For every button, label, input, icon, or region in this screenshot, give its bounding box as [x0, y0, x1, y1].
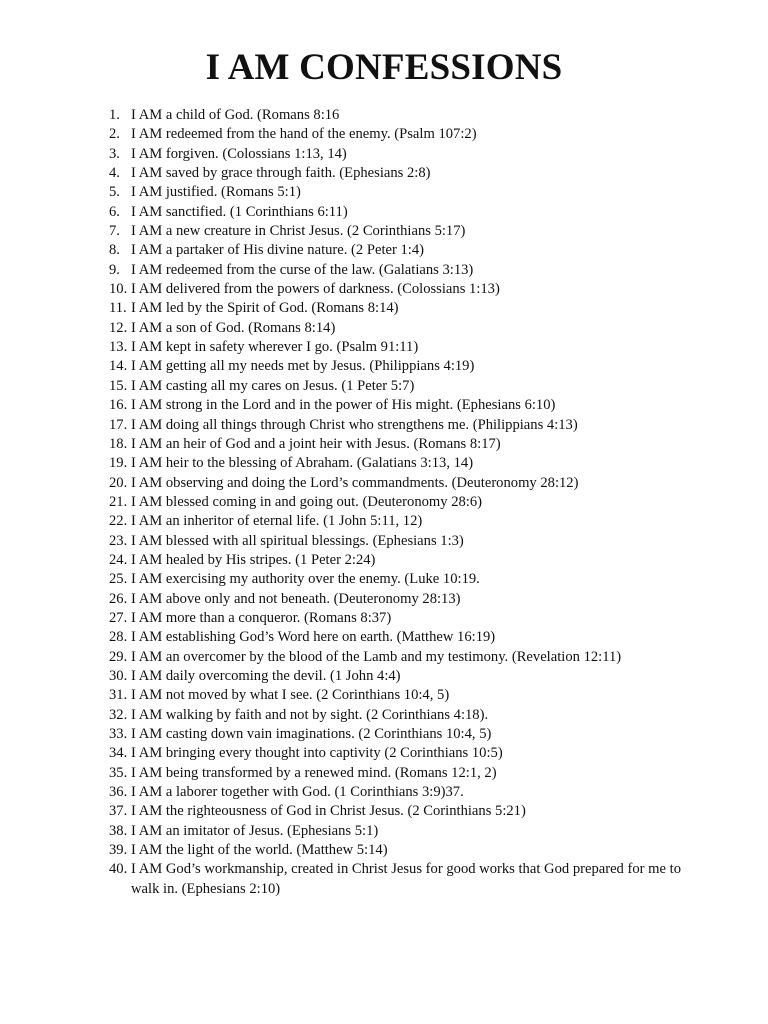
list-item — [109, 416, 689, 435]
item-number: 38. — [109, 822, 128, 839]
item-number: 37. — [109, 803, 128, 820]
list-item — [109, 570, 689, 589]
item-text: I AM redeemed from the hand of the enemy. (Psalm 107:2) — [131, 126, 477, 143]
item-text: I AM justified. (Romans 5:1) — [131, 184, 301, 201]
item-text: I AM a partaker of His divine nature. (2 Peter 1:4) — [131, 242, 425, 259]
item-number: 2. — [109, 126, 120, 143]
list-item — [109, 261, 689, 280]
list-item — [109, 822, 689, 841]
item-number: 8. — [109, 242, 120, 259]
item-number: 25. — [109, 571, 128, 588]
item-number: 1. — [109, 107, 120, 123]
item-text: I AM sanctified. (1 Corinthians 6:11) — [131, 203, 348, 220]
list-item — [109, 299, 689, 318]
item-text: I AM an overcomer by the blood of the Lamb and my testimony. (Revelation 12:11) — [131, 648, 622, 665]
item-text: I AM not moved by what I see. (2 Corinthians 10:4, 5) — [131, 687, 450, 704]
item-text: I AM doing all things through Christ who strengthens me. (Philippians 4:13) — [131, 416, 578, 433]
item-number: 40. — [109, 861, 128, 878]
item-text: I AM more than a conqueror. (Romans 8:37) — [131, 609, 392, 626]
item-number: 16. — [109, 397, 128, 414]
item-number: 21. — [109, 493, 128, 510]
list-item — [109, 203, 689, 222]
list-item — [109, 764, 689, 783]
item-text: I AM the righteousness of God in Christ Jesus. (2 Corinthians 5:21) — [131, 803, 526, 820]
list-item — [109, 512, 689, 531]
list-item — [109, 532, 689, 551]
item-number: 15. — [109, 377, 128, 394]
item-number: 26. — [109, 590, 128, 607]
list-item — [109, 454, 689, 473]
item-text: I AM being transformed by a renewed mind. (Romans 12:1, 2) — [131, 764, 497, 781]
item-text: I AM delivered from the powers of darkness. (Colossians 1:13) — [131, 281, 500, 298]
list-item — [109, 164, 689, 183]
list-item — [109, 183, 689, 202]
list-item — [109, 783, 689, 802]
item-number: 35. — [109, 764, 128, 781]
list-item — [109, 338, 689, 357]
item-number: 24. — [109, 551, 128, 568]
item-text: I AM led by the Spirit of God. (Romans 8:14) — [131, 300, 399, 317]
item-text: I AM walking by faith and not by sight. (2 Corinthians 4:18). — [131, 706, 489, 723]
item-text: I AM redeemed from the curse of the law. (Galatians 3:13) — [131, 261, 474, 278]
item-number: 14. — [109, 358, 128, 375]
list-item — [109, 744, 689, 763]
item-number: 9. — [109, 261, 120, 278]
list-item — [109, 686, 689, 705]
item-number: 32. — [109, 706, 128, 723]
item-text: I AM an imitator of Jesus. (Ephesians 5:1) — [131, 822, 379, 839]
list-item — [109, 474, 689, 493]
list-item — [109, 551, 689, 570]
item-number: 23. — [109, 532, 128, 549]
item-number: 5. — [109, 184, 120, 201]
item-text: I AM bringing every thought into captivity (2 Corinthians 10:5) — [131, 745, 503, 762]
list-item — [109, 280, 689, 299]
item-text: I AM the light of the world. (Matthew 5:14) — [131, 842, 388, 859]
item-number: 22. — [109, 513, 128, 530]
item-text: I AM casting all my cares on Jesus. (1 Peter 5:7) — [131, 377, 415, 394]
list-item — [109, 860, 689, 899]
item-text: I AM forgiven. (Colossians 1:13, 14) — [131, 145, 347, 162]
item-text: I AM kept in safety wherever I go. (Psalm 91:11) — [131, 339, 419, 356]
list-item — [109, 377, 689, 396]
item-text: I AM daily overcoming the devil. (1 John 4:4) — [131, 667, 401, 684]
item-text: I AM observing and doing the Lord’s commandments. (Deuteronomy 28:12) — [131, 474, 579, 491]
item-number: 31. — [109, 687, 128, 704]
list-item — [109, 841, 689, 860]
item-text: I AM blessed coming in and going out. (Deuteronomy 28:6) — [131, 493, 483, 510]
list-item — [109, 435, 689, 454]
item-text: I AM exercising my authority over the enemy. (Luke 10:19. — [131, 571, 480, 588]
list-item — [109, 357, 689, 376]
item-text: I AM a son of God. (Romans 8:14) — [131, 319, 336, 336]
list-item — [109, 590, 689, 609]
list-item — [109, 241, 689, 260]
item-text: I AM strong in the Lord and in the power of His might. (Ephesians 6:10) — [131, 397, 556, 414]
item-number: 27. — [109, 609, 128, 626]
item-text: I AM a laborer together with God. (1 Corinthians 3:9)37. — [131, 784, 464, 801]
item-number: 13. — [109, 339, 128, 356]
item-number: 17. — [109, 416, 128, 433]
item-text: I AM God’s workmanship, created in Christ Jesus for good works that God prepared for me towalk in. (Ephesians 2:10) — [131, 861, 682, 897]
item-number: 11. — [109, 300, 127, 317]
list-item — [109, 493, 689, 512]
item-text: I AM an inheritor of eternal life. (1 John 5:11, 12) — [131, 513, 423, 530]
list-item — [109, 667, 689, 686]
item-number: 18. — [109, 435, 128, 452]
list-item — [109, 319, 689, 338]
item-number: 33. — [109, 726, 128, 742]
list-item — [109, 725, 689, 744]
list-item — [109, 145, 689, 164]
list-item — [109, 628, 689, 647]
list-item — [109, 802, 689, 821]
item-text: I AM above only and not beneath. (Deuteronomy 28:13) — [131, 590, 461, 607]
confession-list — [109, 106, 689, 899]
item-text: I AM blessed with all spiritual blessings. (Ephesians 1:3) — [131, 532, 464, 549]
item-number: 39. — [109, 842, 128, 859]
item-text: I AM establishing God’s Word here on earth. (Matthew 16:19) — [131, 629, 496, 646]
item-number: 7. — [109, 223, 120, 240]
item-number: 6. — [109, 203, 120, 220]
list-item — [109, 706, 689, 725]
item-text: I AM healed by His stripes. (1 Peter 2:24) — [131, 551, 376, 568]
page-title: I AM CONFESSIONS — [205, 47, 563, 88]
item-number: 28. — [109, 629, 128, 646]
item-text: I AM heir to the blessing of Abraham. (Galatians 3:13, 14) — [131, 455, 474, 472]
item-number: 19. — [109, 455, 128, 472]
item-number: 34. — [109, 745, 128, 762]
item-number: 3. — [109, 145, 120, 162]
list-item — [109, 106, 689, 125]
item-text: I AM getting all my needs met by Jesus. (Philippians 4:19) — [131, 358, 475, 375]
item-text: I AM saved by grace through faith. (Ephesians 2:8) — [131, 165, 431, 182]
item-number: 36. — [109, 784, 128, 801]
item-number: 30. — [109, 667, 128, 684]
item-number: 4. — [109, 165, 120, 182]
item-number: 10. — [109, 281, 128, 298]
list-item — [109, 125, 689, 144]
list-item — [109, 396, 689, 415]
item-text: I AM a child of God. (Romans 8:16 — [131, 107, 340, 123]
item-number: 29. — [109, 648, 128, 665]
list-item — [109, 648, 689, 667]
item-text: I AM a new creature in Christ Jesus. (2 Corinthians 5:17) — [131, 223, 466, 240]
item-text: I AM an heir of God and a joint heir with Jesus. (Romans 8:17) — [131, 435, 501, 452]
item-text: I AM casting down vain imaginations. (2 Corinthians 10:4, 5) — [131, 726, 492, 742]
item-number: 12. — [109, 319, 128, 336]
list-item — [109, 609, 689, 628]
item-number: 20. — [109, 474, 128, 491]
list-item — [109, 222, 689, 241]
